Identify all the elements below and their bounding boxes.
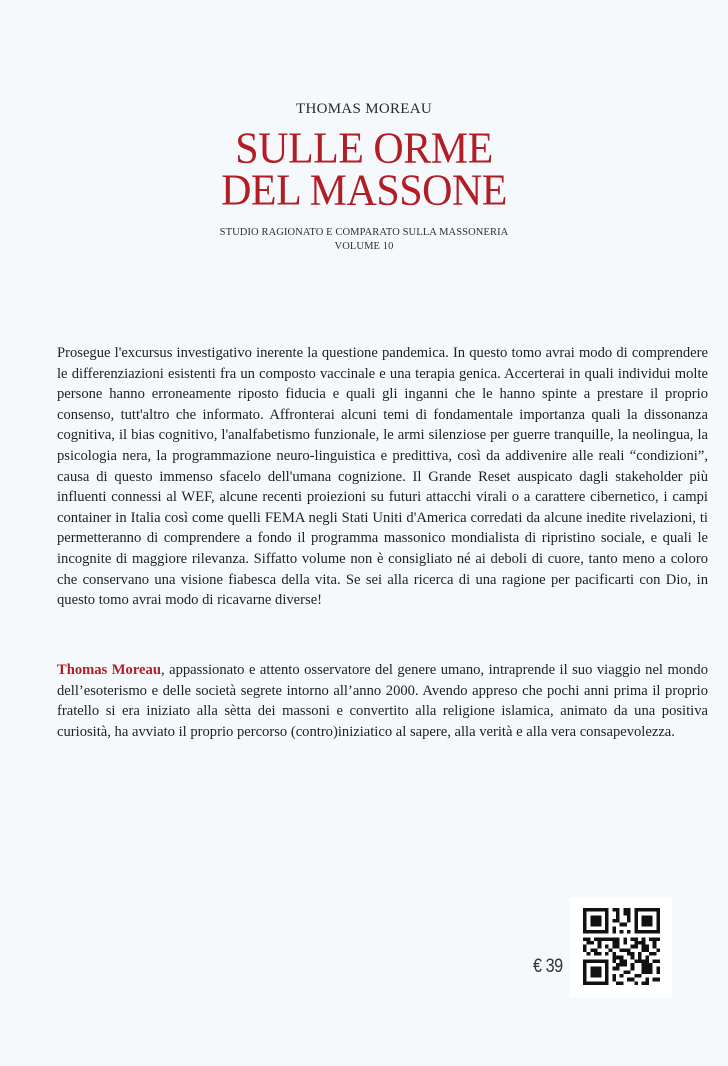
author-name: THOMAS MOREAU: [296, 101, 432, 117]
price-label: € 39: [533, 956, 563, 977]
author-bio-paragraph: [57, 660, 708, 742]
bio-author-name: Thomas Moreau: [57, 662, 161, 678]
synopsis-paragraph: Prosegue l'excursus investigativo inerente la questione pandemica. In questo tomo avrai modo di comprendere le differenziazioni esistenti fra un composto vaccinale e una terapia genica. Accerterai in quali individui molte persone hanno erroneamente riposto fiducia e quali gli inganni che le hanno spinte a prestare il proprio consenso, tutt'altro che informato. Affronterai alcuni temi di fondamentale importanza quali la dissonanza cognitiva, il bias cognitivo, l'analfabetismo funzionale, le armi silenziose per guerre tranquille, la neolingua, la psicologia nera, la programmazione neuro-linguistica e predittiva, così da addivenire alle reali “condizioni”, causa di questo immenso sfacelo dell'umana cognizione. Il Grande Reset auspicato dagli stakeholder più influenti connessi al WEF, alcune recenti proiezioni su futuri attacchi virali o a carattere cibernetico, i campi container in Italia così come quelli FEMA negli Stati Uniti d'America corredati da alcune inedite rivelazioni, ti permetteranno di comprendere a fondo il programma massonico mondialista di ripristino sociale, e quali le incognite di maggiore rilevanza. Siffatto volume non è consigliato né ai deboli di cuore, tanto meno a coloro che conservano una visione fiabesca della vita. Se sei alla ricerca di una ragione per pacificarti con Dio, in questo tomo avrai modo di ricavarne diverse!: [57, 345, 708, 609]
book-title-line-1: SULLE ORME: [235, 124, 493, 174]
book-title-line-2: DEL MASSONE: [221, 166, 507, 216]
bio-text: , appassionato e attento osservatore del genere umano, intraprende il suo viaggio nel mondo dell’esoterismo e delle società segrete intorno all’anno 2000. Avendo appreso che pochi anni prima il proprio fratello si era iniziato alla sètta dei massoni e convertito alla religione islamica, animato da una positiva curiosità, ha avviato il proprio percorso (contro)iniziatico al sapere, alla verità e alla vera consapevolezza.: [57, 662, 708, 740]
qr-code-container: [570, 897, 672, 997]
book-subtitle: [0, 226, 728, 254]
book-title: [0, 124, 728, 216]
subtitle-line: STUDIO RAGIONATO E COMPARATO SULLA MASSONERIA: [219, 227, 509, 238]
volume-label: VOLUME 10: [334, 241, 394, 252]
qr-code-icon: [583, 908, 660, 985]
